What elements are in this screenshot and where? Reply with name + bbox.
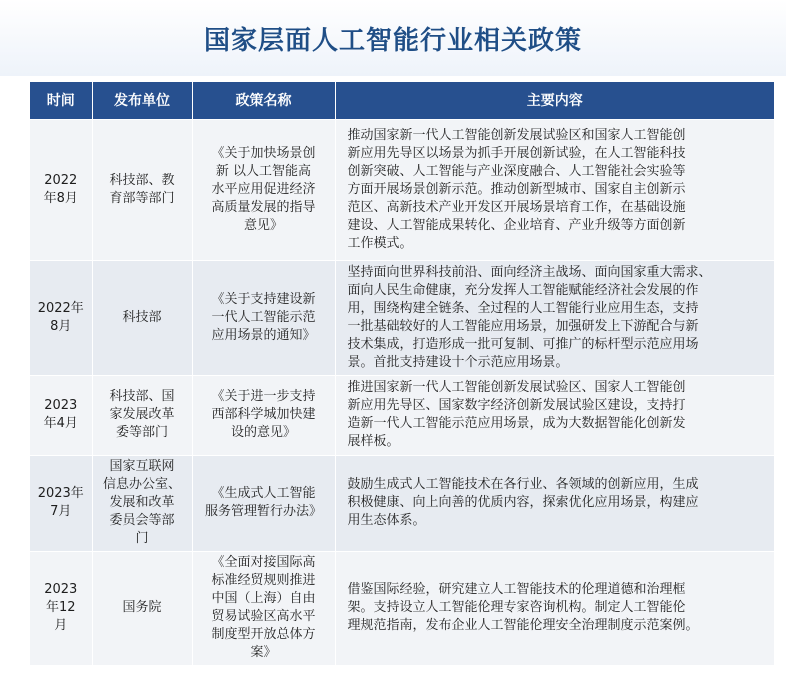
cell-content (335, 455, 774, 551)
unit-text: 科技部、国 家发展改革 委等部门 (109, 389, 175, 440)
cell-name (192, 375, 335, 455)
header-time: 时间 (30, 82, 92, 119)
name-text: 《生成式人工智能 服务管理暂行办法》 (204, 486, 322, 519)
name-text: 《关于进一步支持 西部科学城加快建 设的意见》 (211, 389, 316, 440)
cell-name (192, 119, 335, 260)
title-bar (0, 0, 786, 76)
cell-content (335, 260, 774, 375)
time-text: 2023 年12 月 (44, 582, 78, 634)
cell-time (30, 119, 92, 260)
cell-unit (92, 551, 192, 665)
table-row (30, 375, 774, 455)
cell-content (335, 119, 774, 260)
unit-text: 国家互联网 信息办公室、 发展和改革 委员会等部 门 (102, 459, 181, 546)
cell-name (192, 551, 335, 665)
name-text: 《关于加快场景创 新 以人工智能高 水平应用促进经济 高质量发展的指导 意见》 (211, 145, 316, 233)
cell-unit (92, 260, 192, 375)
header-unit: 发布单位 (92, 82, 192, 119)
cell-name (192, 455, 335, 551)
header-content: 主要内容 (335, 82, 774, 119)
cell-time (30, 375, 92, 455)
unit-text: 国务院 (122, 600, 162, 616)
content-text: 鼓励生成式人工智能技术在各行业、各领域的创新应用，生成 积极健康、向上向善的优质内容，探索优化应用场景，构建应 用生态体系。 (347, 477, 699, 528)
cell-content (335, 375, 774, 455)
time-text: 2023年 7月 (37, 486, 84, 519)
cell-name (192, 260, 335, 375)
header-name: 政策名称 (192, 82, 335, 119)
page-title: 国家层面人工智能行业相关政策 (203, 25, 582, 56)
cell-unit (92, 119, 192, 260)
cell-content (335, 551, 774, 665)
cell-unit (92, 455, 192, 551)
content-text: 借鉴国际经验，研究建立人工智能技术的伦理道德和治理框 架。支持设立人工智能伦理专家咨询机构。制定人工智能伦 理规范指南，发布企业人工智能伦理安全治理制度示范案例。 (347, 582, 699, 634)
table-row (30, 119, 774, 260)
policy-table (30, 82, 774, 665)
content-text: 推进国家新一代人工智能创新发展试验区、国家人工智能创 新应用先导区、国家数字经济创新发展试验区建设，支持打 造新一代人工智能示范应用场景，成为大数据智能化创新发 展样板。 (347, 380, 686, 449)
unit-text: 科技部、教 育部等部门 (109, 172, 175, 206)
content-text: 坚持面向世界科技前沿、面向经济主战场、面向国家重大需求、 面向人民生命健康，充分发挥人工智能赋能经济社会发展的作 用，围绕构建全链条、全过程的人工智能行业应用生态，支持 一批基础较好的人工智能应用场景，加强研发上下游配合与新 技术集成，打造形成一批可复制、可推广的标杆型示范应用场 景。首批支持建设十个示范应用场景。 (347, 264, 712, 370)
time-text: 2022 年8月 (43, 172, 78, 206)
table-row (30, 551, 774, 665)
table-row (30, 260, 774, 375)
table-header-row (30, 82, 774, 119)
table-row (30, 455, 774, 551)
cell-time (30, 455, 92, 551)
policy-table-wrapper (30, 82, 774, 665)
cell-unit (92, 375, 192, 455)
time-text: 2023 年4月 (43, 398, 78, 431)
cell-time (30, 260, 92, 375)
name-text: 《关于支持建设新 一代人工智能示范 应用场景的通知》 (211, 291, 316, 343)
unit-text: 科技部 (122, 309, 162, 325)
content-text: 推动国家新一代人工智能创新发展试验区和国家人工智能创 新应用先导区以场景为抓手开展创新试验，在人工智能科技 创新突破、人工智能与产业深度融合、人工智能社会实验等 方面开展场景创新示范。推动创新型城市、国家自主创新示 范区、高新技术产业开发区开展场景培育工作，在基础设施 建设、人工智能成果转化、企业培育、产业升级等方面创新 工作模式。 (347, 127, 686, 251)
name-text: 《全面对接国际高 标准经贸规则推进 中国（上海）自由 贸易试验区高水平 制度型开放总体方 案》 (211, 555, 316, 661)
cell-time (30, 551, 92, 665)
time-text: 2022年 8月 (37, 300, 84, 334)
